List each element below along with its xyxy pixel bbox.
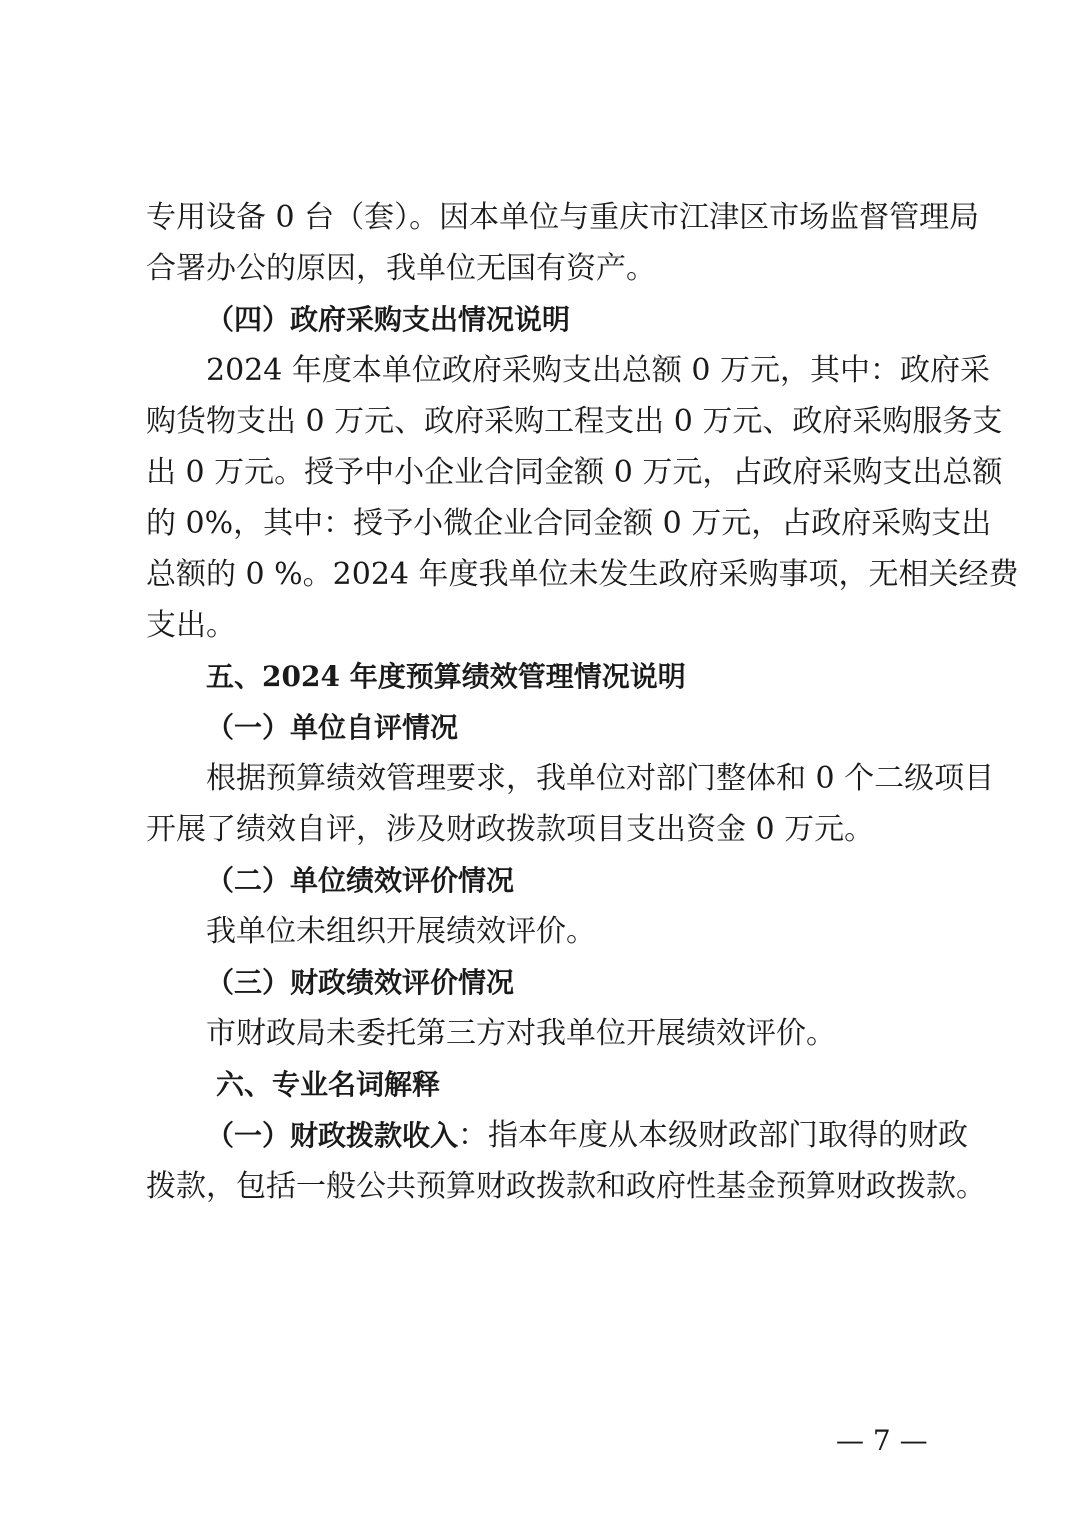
section-heading: （三）财政绩效评价情况 bbox=[206, 966, 515, 999]
paragraph-line: 2024 年度本单位政府采购支出总额 0 万元，其中：政府采 bbox=[206, 353, 991, 388]
paragraph-line: 根据预算绩效管理要求，我单位对部门整体和 0 个二级项目 bbox=[206, 761, 995, 796]
term-label: （一）财政拨款收入 bbox=[206, 1119, 459, 1152]
section-heading bbox=[146, 651, 942, 702]
section-heading: （二）单位绩效评价情况 bbox=[206, 864, 515, 897]
section-heading: 六、专业名词解释 bbox=[216, 1068, 441, 1101]
term-definition: ：指本年度从本级财政部门取得的财政 bbox=[458, 1118, 969, 1153]
paragraph-line: 拨款，包括一般公共预算财政拨款和政府性基金预算财政拨款。 bbox=[146, 1169, 986, 1204]
page-body bbox=[146, 192, 1019, 1212]
paragraph-line bbox=[146, 1110, 969, 1161]
page-number: — 7 — bbox=[836, 1424, 928, 1457]
section-number: 五、 bbox=[206, 660, 263, 693]
paragraph-line: 市财政局未委托第三方对我单位开展绩效评价。 bbox=[206, 1016, 836, 1051]
paragraph-line: 的 0%，其中：授予小微企业合同金额 0 万元，占政府采购支出 bbox=[146, 506, 992, 541]
section-title: 2024 年度预算绩效管理情况说明 bbox=[262, 660, 686, 693]
paragraph-line: 支出。 bbox=[146, 608, 236, 643]
paragraph-line: 专用设备 0 台（套）。因本单位与重庆市江津区市场监督管理局 bbox=[146, 200, 980, 235]
paragraph-line: 出 0 万元。授予中小企业合同金额 0 万元，占政府采购支出总额 bbox=[146, 455, 1003, 490]
paragraph-line: 合署办公的原因，我单位无国有资产。 bbox=[146, 251, 656, 286]
paragraph-line: 我单位未组织开展绩效评价。 bbox=[206, 914, 596, 949]
paragraph-line: 购货物支出 0 万元、政府采购工程支出 0 万元、政府采购服务支 bbox=[146, 404, 1003, 439]
paragraph-line: 开展了绩效自评，涉及财政拨款项目支出资金 0 万元。 bbox=[146, 812, 875, 847]
section-heading: （一）单位自评情况 bbox=[206, 711, 459, 744]
paragraph-line: 总额的 0 %。2024 年度我单位未发生政府采购事项，无相关经费 bbox=[146, 557, 1019, 592]
section-heading: （四）政府采购支出情况说明 bbox=[206, 303, 571, 336]
